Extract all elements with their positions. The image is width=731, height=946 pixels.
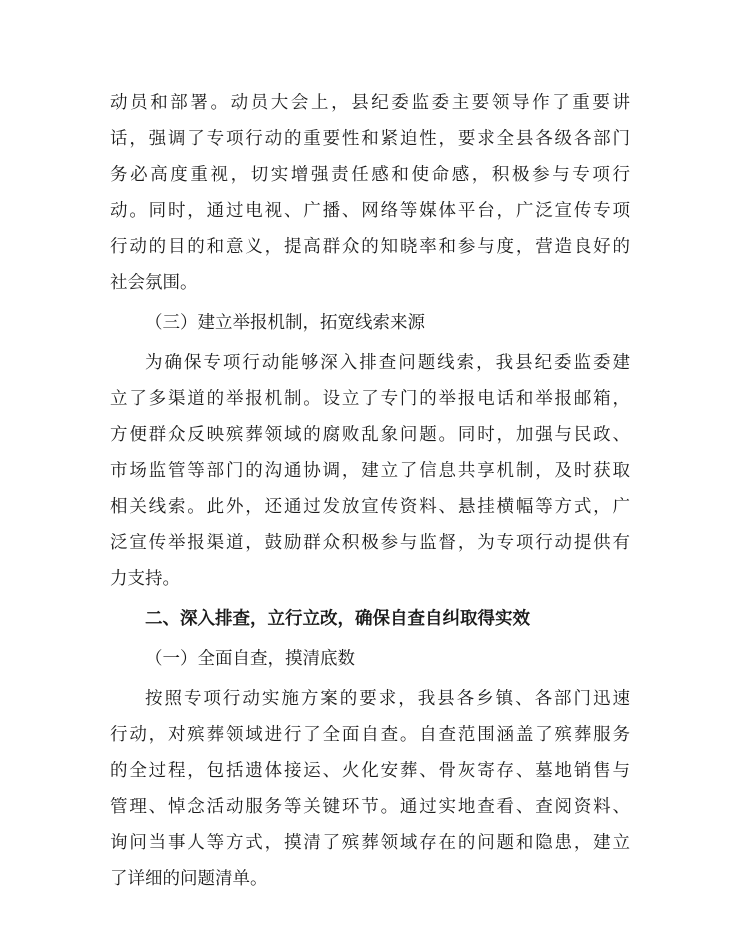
text-line: 立了多渠道的举报机制。设立了专门的举报电话和举报邮箱， (110, 389, 630, 409)
text-line: 社会氛围。 (110, 273, 198, 293)
text-line: 了详细的问题清单。 (110, 869, 268, 889)
heading-text: （三）建立举报机制，拓宽线索来源 (145, 313, 425, 333)
text-line: 相关线索。此外，还通过发放宣传资料、悬挂横幅等方式，广 (110, 497, 630, 517)
text-line: 为确保专项行动能够深入排查问题线索，我县纪委监委建 (145, 353, 630, 373)
chapter-heading-2 (110, 601, 630, 637)
text-line: 泛宣传举报渠道，鼓励群众积极参与监督，为专项行动提供有 (110, 533, 630, 553)
paragraph-self-inspection (110, 681, 630, 897)
text-line: 动。同时，通过电视、广播、网络等媒体平台，广泛宣传专项 (110, 201, 630, 221)
text-line: 的全过程，包括遗体接运、火化安葬、骨灰寄存、墓地销售与 (110, 761, 630, 781)
text-line: 按照专项行动实施方案的要求，我县各乡镇、各部门迅速 (145, 689, 630, 709)
section-heading-1 (110, 641, 630, 677)
text-line: 方便群众反映殡葬领域的腐败乱象问题。同时，加强与民政、 (110, 425, 630, 445)
text-line: 务必高度重视，切实增强责任感和使命感，积极参与专项行 (110, 165, 630, 185)
section-heading-3 (110, 305, 630, 341)
heading-text: （一）全面自查，摸清底数 (145, 649, 355, 669)
heading-text: 二、深入排查，立行立改，确保自查自纠取得实效 (145, 609, 530, 629)
text-line: 行动，对殡葬领域进行了全面自查。自查范围涵盖了殡葬服务 (110, 725, 630, 745)
paragraph-mobilization (110, 85, 630, 301)
text-line: 力支持。 (110, 569, 180, 589)
paragraph-reporting-mechanism (110, 345, 630, 597)
text-line: 动员和部署。动员大会上，县纪委监委主要领导作了重要讲 (110, 93, 630, 113)
document-page (110, 85, 630, 897)
text-line: 市场监管等部门的沟通协调，建立了信息共享机制，及时获取 (110, 461, 630, 481)
text-line: 询问当事人等方式，摸清了殡葬领域存在的问题和隐患，建立 (110, 833, 630, 853)
text-line: 行动的目的和意义，提高群众的知晓率和参与度，营造良好的 (110, 237, 630, 257)
text-line: 管理、悼念活动服务等关键环节。通过实地查看、查阅资料、 (110, 797, 630, 817)
text-line: 话，强调了专项行动的重要性和紧迫性，要求全县各级各部门 (110, 129, 630, 149)
